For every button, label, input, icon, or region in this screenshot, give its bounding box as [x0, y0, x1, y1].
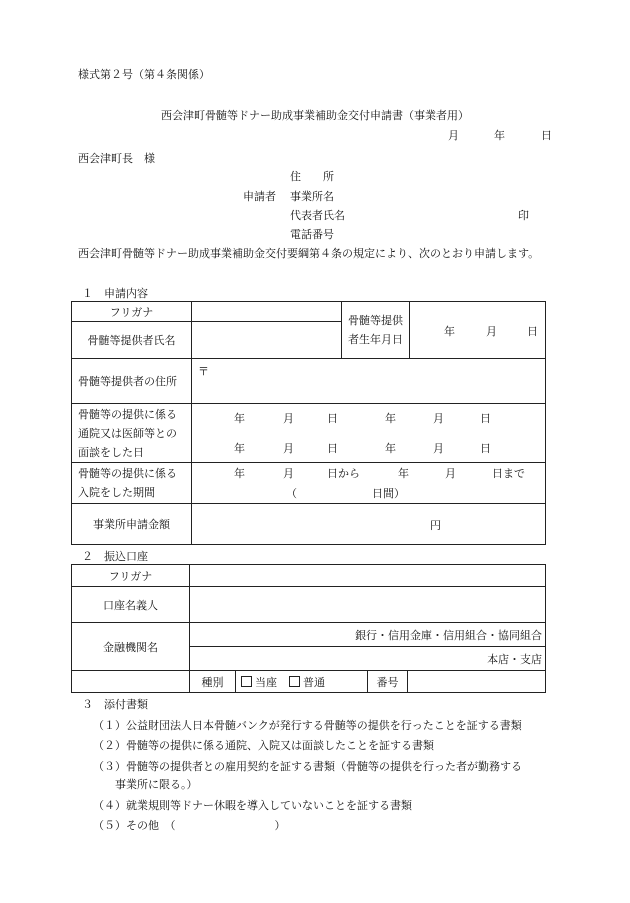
applicant-rep-label: 代表者氏名 [290, 209, 345, 222]
section1-heading: １ 申請内容 [82, 287, 148, 300]
bank-account-table [71, 564, 546, 693]
applicant-address-label: 住 所 [290, 170, 334, 183]
application-table [71, 301, 546, 545]
donor-address-field[interactable] [192, 359, 546, 404]
intro-text: 西会津町骨髄等ドナー助成事業補助金交付要綱第４条の規定により、次のとおり申請します。 [78, 247, 540, 260]
donor-furigana-field[interactable] [192, 302, 342, 322]
form-number: 様式第２号（第４条関係） [78, 68, 210, 81]
account-number-field[interactable] [408, 671, 546, 693]
postal-mark: 〒 [198, 365, 209, 378]
stay-period-label: 骨髄等の提供に係る 入院をした期間 [72, 463, 192, 504]
birth-date-field[interactable]: 年 月 日 [410, 302, 546, 359]
amount-unit: 円 [430, 519, 441, 532]
attachment-item: （４）就業規則等ドナー休暇を導入していないことを証する書類 [93, 799, 412, 812]
ordinary-checkbox-icon[interactable] [289, 676, 300, 687]
attachment-item: （３）骨髄等の提供者との雇用契約を証する書類（骨髄等の提供を行った者が勤務する [93, 760, 522, 773]
bank-type-field[interactable]: 銀行・信用金庫・信用組合・協同組合 [190, 623, 546, 647]
attachment-item: （５）その他 （ ） [93, 819, 286, 832]
section3-heading: ３ 添付書類 [82, 698, 148, 711]
date-year: 年 [494, 129, 505, 142]
section2-heading: ２ 振込口座 [82, 550, 148, 563]
attachment-item: （１）公益財団法人日本骨髄バンクが発行する骨髄等の提供を行ったことを証する書類 [93, 719, 522, 732]
branch-type-field[interactable]: 本店・支店 [190, 647, 546, 671]
addressee: 西会津町長 様 [78, 152, 155, 165]
birth-date-label: 骨髄等提供 者生年月日 [342, 302, 410, 359]
date-day: 日 [541, 129, 552, 142]
applicant-phone-label: 電話番号 [290, 228, 334, 241]
current-checkbox-icon[interactable] [241, 676, 252, 687]
holder-furigana-label: フリガナ [72, 565, 190, 587]
amount-label: 事業所申請金額 [72, 504, 192, 545]
visit-date-label: 骨髄等の提供に係る 通院又は医師等との 面談をした日 [72, 404, 192, 463]
attachment-item: （２）骨髄等の提供に係る通院、入院又は面談したことを証する書類 [93, 739, 434, 752]
holder-furigana-field[interactable] [190, 565, 546, 587]
holder-name-field[interactable] [190, 587, 546, 623]
applicant-office-label: 事業所名 [290, 190, 334, 203]
holder-name-label: 口座名義人 [72, 587, 190, 623]
stay-period-field[interactable]: 年 月 日から 年 月 日まで （ 日間） [192, 463, 546, 504]
account-kind-label: 種別 [190, 671, 236, 693]
form-title: 西会津町骨髄等ドナー助成事業補助金交付申請書（事業者用） [161, 109, 469, 122]
applicant-role-label: 申請者 [243, 190, 276, 203]
date-month: 月 [448, 129, 459, 142]
donor-name-label: 骨髄等提供者氏名 [72, 322, 192, 359]
visit-date-field[interactable]: 年 月 日 年 月 日 年 月 日 年 月 日 [192, 404, 546, 463]
donor-address-label: 骨髄等提供者の住所 [72, 359, 192, 404]
amount-field[interactable] [192, 504, 546, 545]
seal-mark: 印 [518, 209, 529, 222]
account-kind-spacer [72, 671, 190, 693]
account-number-label: 番号 [368, 671, 408, 693]
bank-name-label: 金融機関名 [72, 623, 190, 671]
account-kind-field[interactable]: 当座 普通 [236, 671, 368, 693]
donor-name-field[interactable] [192, 322, 342, 359]
attachment-item: 事業所に限る。） [93, 778, 198, 791]
donor-furigana-label: フリガナ [72, 302, 192, 322]
